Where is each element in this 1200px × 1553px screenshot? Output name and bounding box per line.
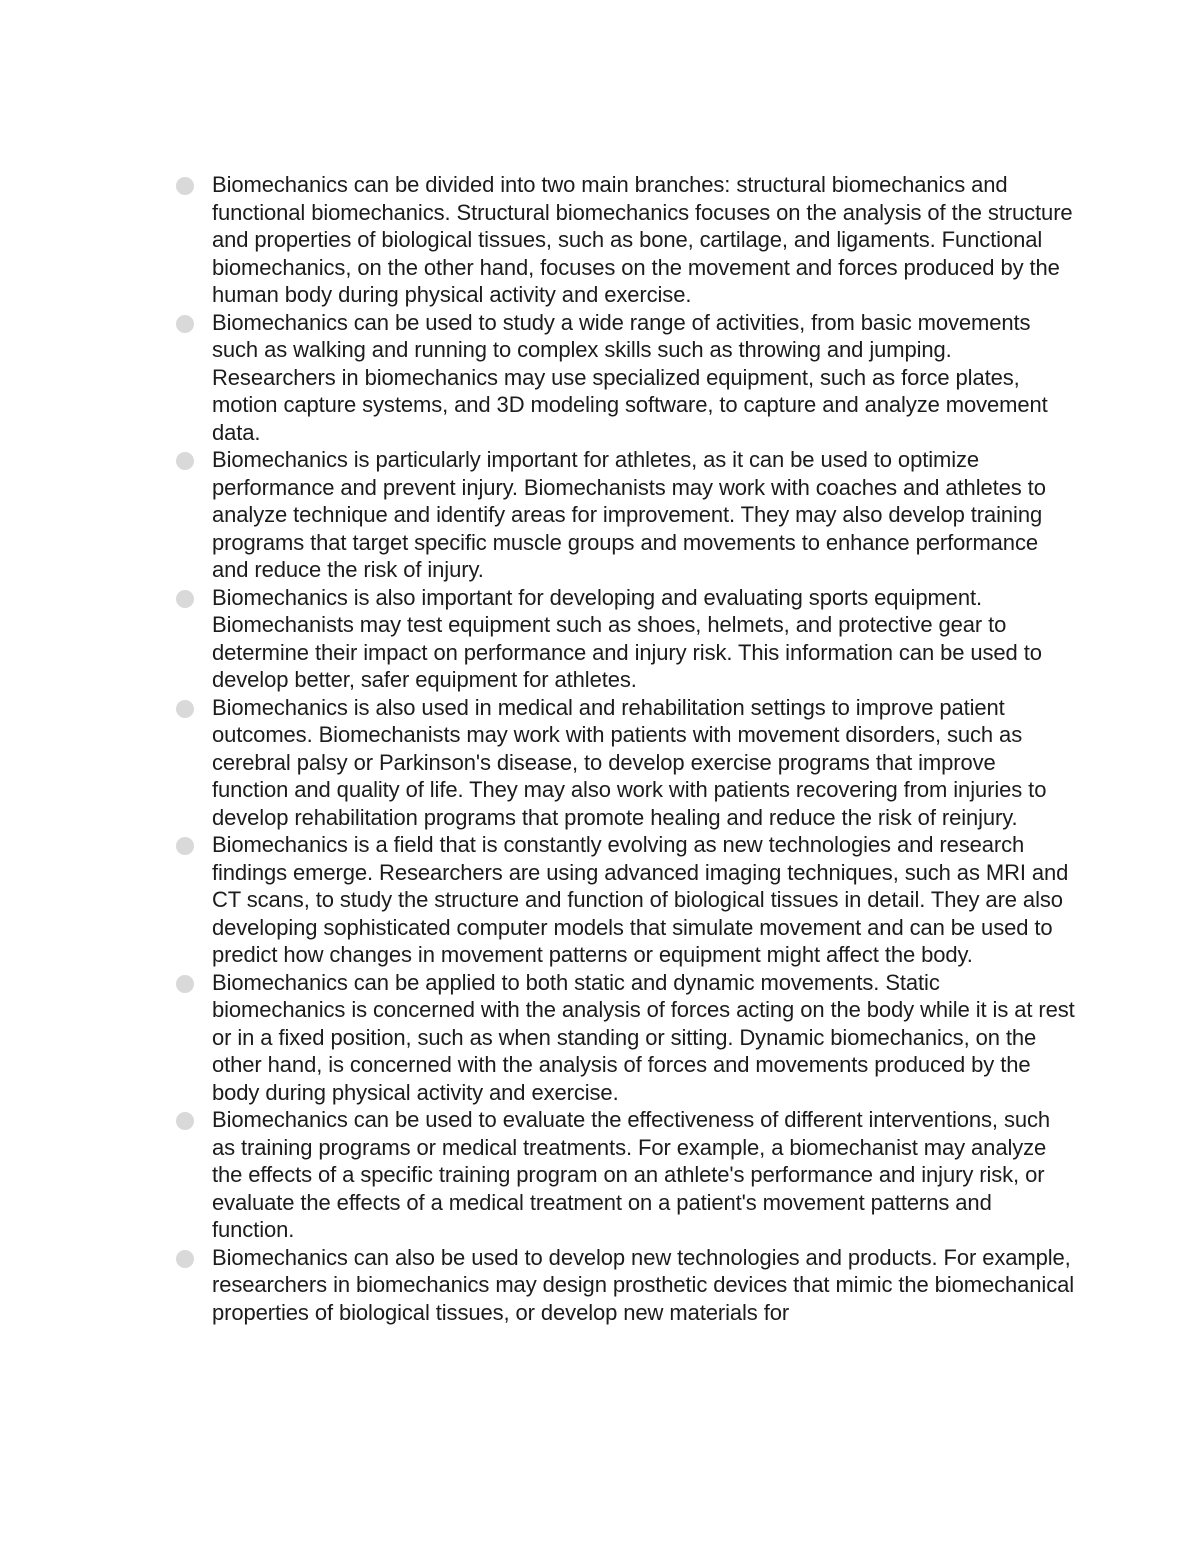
list-item-text: Biomechanics is also used in medical and rehabilitation settings to improve patient outcomes. Biomechanists may work with patients with movement disorders, such as cerebral palsy or Parkinson's disease, to develop exercise programs that improve function and quality of life. They may also work with patients recovering from injuries to develop rehabilitation programs that promote healing and reduce the risk of reinjury.: [212, 694, 1047, 830]
bullet-dot-icon: [176, 1112, 194, 1130]
list-item: [176, 446, 1076, 584]
list-item-text: Biomechanics can be divided into two main branches: structural biomechanics and functional biomechanics. Structural biomechanics focuses on the analysis of the structure and properties of biological tissues, such as bone, cartilage, and ligaments. Functional biomechanics, on the other hand, focuses on the movement and forces produced by the human body during physical activity and exercise.: [212, 172, 1073, 307]
list-item-text: Biomechanics is also important for developing and evaluating sports equipment. Biomechanists may test equipment such as shoes, helmets, and protective gear to determine their impact on performance and injury risk. This information can be used to develop better, safer equipment for athletes.: [212, 584, 1042, 692]
list-item: [176, 1106, 1076, 1244]
bullet-dot-icon: [176, 590, 194, 608]
bullet-dot-icon: [176, 975, 194, 993]
bullet-dot-icon: [176, 1250, 194, 1268]
list-item: [176, 694, 1076, 832]
bullet-dot-icon: [176, 177, 194, 195]
bullet-dot-icon: [176, 837, 194, 855]
list-item-text: Biomechanics is a field that is constantly evolving as new technologies and research findings emerge. Researchers are using advanced imaging techniques, such as MRI and CT scans, to study the structure and function of biological tissues in detail. They are also developing sophisticated computer models that simulate movement and can be used to predict how changes in movement patterns or equipment might affect the body.: [212, 832, 1069, 967]
list-item-text: Biomechanics can also be used to develop new technologies and products. For example, researchers in biomechanics may design prosthetic devices that mimic the biomechanical properties of biological tissues, or develop new materials for: [212, 1244, 1075, 1325]
list-item: [176, 831, 1076, 969]
list-item: [176, 584, 1076, 694]
list-item: [176, 171, 1076, 309]
list-item-text: Biomechanics can be used to study a wide range of activities, from basic movements such as walking and running to complex skills such as throwing and jumping. Researchers in biomechanics may use specialized equipment, such as force plates, motion capture systems, and 3D modeling software, to capture and analyze movement data.: [212, 309, 1048, 445]
list-item-text: Biomechanics is particularly important for athletes, as it can be used to optimize performance and prevent injury. Biomechanists may work with coaches and athletes to analyze technique and identify areas for improvement. They may also develop training programs that target specific muscle groups and movements to enhance performance and reduce the risk of injury.: [212, 447, 1046, 582]
bullet-dot-icon: [176, 700, 194, 718]
bullet-dot-icon: [176, 315, 194, 333]
bullet-list: [176, 171, 1076, 1326]
list-item-text: Biomechanics can be used to evaluate the effectiveness of different interventions, such as training programs or medical treatments. For example, a biomechanist may analyze the effects of a specific training program on an athlete's performance and injury risk, or evaluate the effects of a medical treatment on a patient's movement patterns and function.: [212, 1107, 1051, 1242]
bullet-dot-icon: [176, 452, 194, 470]
list-item: [176, 969, 1076, 1107]
list-item: [176, 309, 1076, 447]
list-item: [176, 1244, 1076, 1327]
list-item-text: Biomechanics can be applied to both static and dynamic movements. Static biomechanics is concerned with the analysis of forces acting on the body while it is at rest or in a fixed position, such as when standing or sitting. Dynamic biomechanics, on the other hand, is concerned with the analysis of forces and movements produced by the body during physical activity and exercise.: [212, 969, 1075, 1105]
